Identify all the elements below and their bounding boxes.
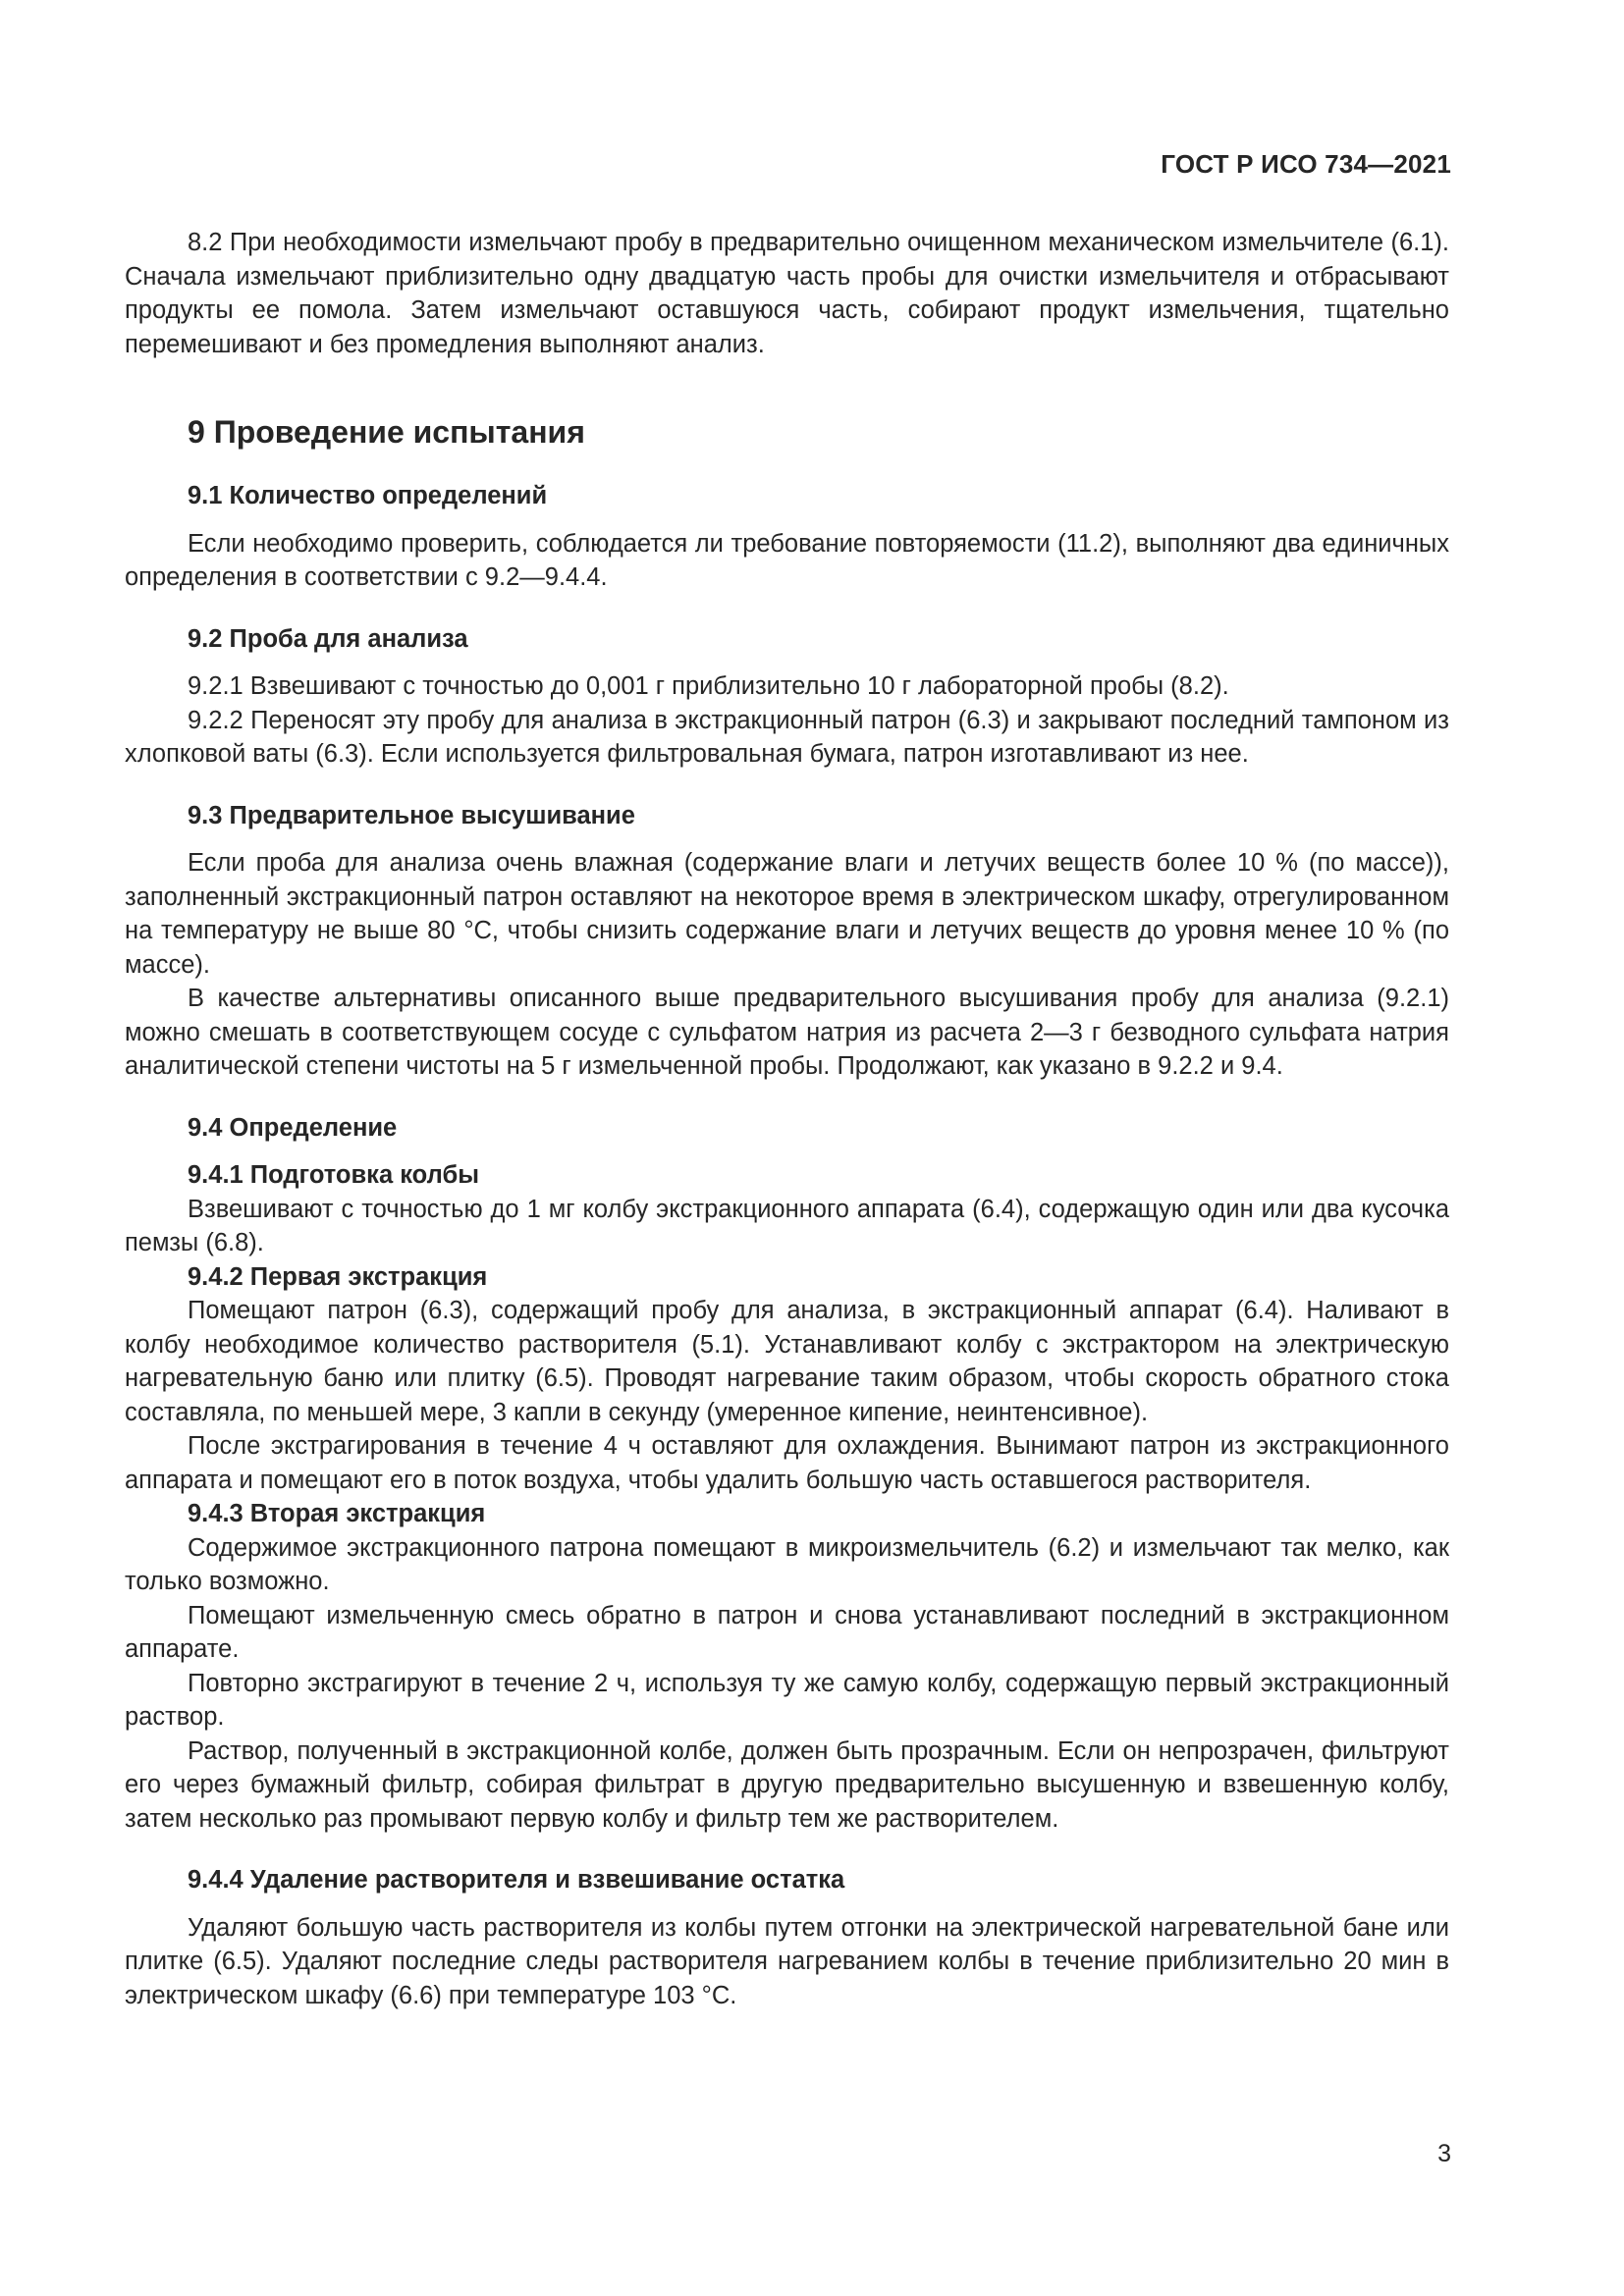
paragraph-9-2-1: 9.2.1 Взвешивают с точностью до 0,001 г приблизительно 10 г лабораторной пробы (8.2). [188, 672, 1229, 700]
paragraph-9-3-1: Если проба для анализа очень влажная (содержание влаги и летучих веществ более 10 % (по массе)), заполненный экстракционный патрон оставляют на некоторое время в электрическом шкафу, отрегулированном на температуру не выше 80 °С, чтобы снизить содержание влаги и летучих веществ до уровня менее 10 % (по массе). [125, 849, 1449, 979]
paragraph-9-4-3-3: Повторно экстрагируют в течение 2 ч, используя ту же самую колбу, содержащую первый экстракционный раствор. [125, 1669, 1449, 1731]
page-number: 3 [1437, 2140, 1451, 2167]
subsection-9-4-1-title: 9.4.1 Подготовка колбы [188, 1161, 479, 1189]
subsection-9-1-title: 9.1 Количество определений [188, 482, 548, 509]
paragraph-8-2: 8.2 При необходимости измельчают пробу в предварительно очищенном механическом измельчителе (6.1). Сначала измельчают приблизительно одну двадцатую часть пробы для очистки измельчителя и отбрасывают продукты ее помола. Затем измельчают оставшуюся часть, собирают продукт измельчения, тщательно перемешивают и без промедления выполняют анализ. [125, 229, 1449, 358]
paragraph-9-1: Если необходимо проверить, соблюдается ли требование повторяемости (11.2), выполняют два единичных определения в соответствии с 9.2—9.4.4. [125, 529, 1449, 591]
paragraph-9-4-2-1: Помещают патрон (6.3), содержащий пробу для анализа, в экстракционный аппарат (6.4). Наливают в колбу необходимое количество растворителя (5.1). Устанавливают колбу с экстрактором на электрическую нагревательную баню или плитку (6.5). Проводят нагревание таким образом, чтобы скорость обратного стока составляла, по меньшей мере, 3 капли в секунду (умеренное кипение, неинтенсивное). [125, 1297, 1449, 1426]
document-header-id: ГОСТ Р ИСО 734—2021 [1161, 149, 1451, 179]
paragraph-9-4-1: Взвешивают с точностью до 1 мг колбу экстракционного аппарата (6.4), содержащую один или два кусочка пемзы (6.8). [125, 1195, 1449, 1256]
paragraph-9-4-2-2: После экстрагирования в течение 4 ч оставляют для охлаждения. Вынимают патрон из экстракционного аппарата и помещают его в поток воздуха, чтобы удалить большую часть оставшегося растворителя. [125, 1432, 1449, 1494]
subsection-9-4-4-title: 9.4.4 Удаление растворителя и взвешивание остатка [188, 1866, 845, 1894]
subsection-9-3-title: 9.3 Предварительное высушивание [188, 801, 635, 829]
subsection-9-4-2-title: 9.4.2 Первая экстракция [188, 1262, 488, 1291]
document-body [125, 226, 1449, 2012]
paragraph-9-4-4: Удаляют большую часть растворителя из колбы путем отгонки на электрической нагревательной бане или плитке (6.5). Удаляют последние следы растворителя нагреванием колбы в течение приблизительно 20 мин в электрическом шкафу (6.6) при температуре 103 °С. [125, 1913, 1449, 2009]
subsection-9-4-3-title: 9.4.3 Вторая экстракция [188, 1500, 486, 1527]
paragraph-9-2-2: 9.2.2 Переносят эту пробу для анализа в экстракционный патрон (6.3) и закрывают последний тампоном из хлопковой ваты (6.3). Если используется фильтровальная бумага, патрон изготавливают из нее. [125, 706, 1449, 768]
subsection-9-2-title: 9.2 Проба для анализа [188, 624, 468, 653]
paragraph-9-4-3-4: Раствор, полученный в экстракционной колбе, должен быть прозрачным. Если он непрозрачен, фильтруют его через бумажный фильтр, собирая фильтрат в другую предварительно высушенную и взвешенную колбу, затем несколько раз промывают первую колбу и фильтр тем же растворителем. [125, 1736, 1449, 1833]
section-9-title: 9 Проведение испытания [188, 414, 585, 450]
subsection-9-4-title: 9.4 Определение [188, 1113, 398, 1142]
paragraph-9-3-2: В качестве альтернативы описанного выше предварительного высушивания пробу для анализа (9.2.1) можно смешать в соответствующем сосуде с сульфатом натрия из расчета 2—3 г безводного сульфата натрия аналитической степени чистоты на 5 г измельченной пробы. Продолжают, как указано в 9.2.2 и 9.4. [125, 985, 1449, 1080]
paragraph-9-4-3-2: Помещают измельченную смесь обратно в патрон и снова устанавливают последний в экстракционном аппарате. [125, 1601, 1449, 1663]
paragraph-9-4-3-1: Содержимое экстракционного патрона помещают в микроизмельчитель (6.2) и измельчают так мелко, как только возможно. [125, 1533, 1449, 1595]
